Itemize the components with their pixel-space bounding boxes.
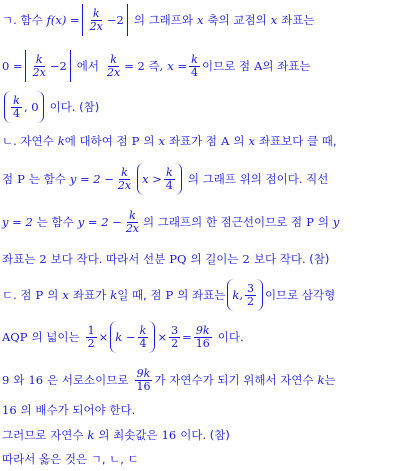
text: 가 자연수가 되기 위해서 자연수 bbox=[154, 373, 314, 387]
text: 이므로 점 bbox=[202, 59, 251, 73]
text: 이다. (참) bbox=[180, 428, 230, 442]
numerator: k bbox=[129, 208, 136, 222]
function-notation: f(x) = bbox=[46, 13, 80, 27]
text: 좌표는 bbox=[281, 13, 315, 27]
fraction bbox=[164, 167, 175, 192]
denominator: 4 bbox=[165, 178, 173, 192]
number: 9 bbox=[2, 373, 10, 387]
math-var: k bbox=[317, 373, 325, 387]
text: 에 대하여 점 bbox=[64, 134, 128, 148]
fraction bbox=[116, 167, 133, 192]
numerator: k bbox=[13, 93, 20, 107]
math: = 2 즉, bbox=[124, 59, 164, 73]
denominator: 2x bbox=[89, 19, 103, 33]
fraction bbox=[88, 8, 105, 33]
fraction bbox=[105, 54, 122, 79]
parenthesized-expression bbox=[110, 321, 155, 353]
math-var: k bbox=[87, 428, 95, 442]
denominator: 2 bbox=[87, 336, 95, 350]
text: 의 그래프의 한 점근선이므로 점 bbox=[143, 215, 303, 229]
solution-line-13 bbox=[2, 449, 398, 469]
math: −2 bbox=[49, 59, 67, 73]
text: 보다 작다. (참) bbox=[253, 252, 330, 266]
solution-line-6 bbox=[2, 203, 398, 241]
fraction bbox=[124, 210, 141, 235]
fraction bbox=[194, 325, 212, 350]
denominator: 4 bbox=[191, 65, 198, 79]
denominator: 16 bbox=[195, 336, 210, 350]
numerator: 3 bbox=[171, 323, 179, 337]
fraction bbox=[135, 368, 153, 393]
text: 의 최솟값은 bbox=[98, 428, 158, 442]
text: 축의 교점의 bbox=[207, 13, 267, 27]
triangle-label: AQP bbox=[2, 330, 28, 344]
fraction bbox=[245, 283, 256, 308]
text: ㄴ. 자연수 bbox=[2, 134, 54, 148]
math: −2 bbox=[106, 13, 124, 27]
point-label: P bbox=[306, 215, 314, 229]
numerator: k bbox=[92, 6, 100, 20]
text: 의 그래프와 bbox=[133, 13, 194, 27]
math-var: k bbox=[57, 134, 65, 148]
number: 16 bbox=[161, 428, 177, 442]
point-label: P bbox=[131, 134, 140, 148]
fraction bbox=[189, 54, 200, 79]
math: 0 = bbox=[2, 59, 23, 73]
number: 16 bbox=[28, 373, 44, 387]
math: y = 2 bbox=[2, 215, 33, 229]
math: x = bbox=[167, 59, 187, 73]
number: 2 bbox=[242, 252, 250, 266]
fraction bbox=[169, 325, 180, 350]
denominator: 2 bbox=[171, 336, 179, 350]
math-var: x bbox=[197, 13, 204, 27]
conclusion-text: 따라서 옳은 것은 ㄱ, ㄴ, ㄷ bbox=[2, 452, 139, 466]
text: 좌표보다 클 때, bbox=[258, 134, 337, 148]
text: 좌표가 점 bbox=[168, 134, 218, 148]
text: 이다. bbox=[217, 330, 244, 344]
solution-line-8 bbox=[2, 276, 398, 314]
math-var: x bbox=[158, 134, 165, 148]
solution-line-7 bbox=[2, 248, 398, 270]
solution-line-9 bbox=[2, 318, 398, 356]
point-label: A bbox=[254, 59, 263, 73]
math: k, bbox=[232, 288, 243, 302]
text: 의 bbox=[233, 134, 245, 148]
fraction bbox=[31, 54, 48, 79]
point-label: P bbox=[165, 288, 174, 302]
math: , 0 bbox=[24, 100, 39, 114]
numerator: 9k bbox=[195, 323, 210, 337]
denominator: 2x bbox=[117, 178, 132, 192]
math-var: x bbox=[270, 13, 278, 27]
numerator: k bbox=[139, 323, 147, 337]
numerator: k bbox=[166, 165, 173, 179]
denominator: 2 bbox=[246, 294, 254, 308]
number: 16 bbox=[2, 403, 17, 417]
solution-line-12 bbox=[2, 425, 398, 445]
coordinate-pair bbox=[4, 91, 44, 123]
absolute-value bbox=[25, 50, 71, 82]
text: 좌표는 bbox=[2, 252, 36, 266]
text: 에서 bbox=[76, 59, 99, 73]
text: 이다. (참) bbox=[49, 100, 100, 114]
equals-sign: = bbox=[182, 330, 192, 344]
text: 의 bbox=[317, 215, 329, 229]
text: 의 bbox=[47, 288, 59, 302]
text: 의 넓이는 bbox=[31, 330, 80, 344]
text: ㄱ. 함수 bbox=[2, 13, 43, 27]
text: ㄷ. 점 bbox=[2, 288, 32, 302]
point-label: P bbox=[35, 288, 44, 302]
solution-line-11 bbox=[2, 400, 398, 420]
solution-line-10 bbox=[2, 362, 398, 398]
math: y = 2 − bbox=[77, 215, 122, 229]
fraction bbox=[137, 325, 148, 350]
text: 는 함수 bbox=[36, 215, 74, 229]
denominator: 4 bbox=[13, 106, 20, 120]
text: 일 때, 점 bbox=[117, 288, 162, 302]
math-var: x bbox=[248, 134, 255, 148]
denominator: 2x bbox=[32, 65, 46, 79]
text: 점 bbox=[2, 172, 14, 186]
solution-line-4 bbox=[2, 130, 398, 152]
point-label: A bbox=[221, 134, 230, 148]
text: 의 bbox=[143, 134, 155, 148]
denominator: 2x bbox=[125, 221, 140, 235]
solution-line-3 bbox=[2, 88, 398, 126]
absolute-value bbox=[82, 4, 128, 36]
text: 의 길이는 bbox=[190, 252, 239, 266]
text: 은 서로소이므로 bbox=[47, 373, 129, 387]
solution-line-5 bbox=[2, 160, 398, 198]
solution-line-1 bbox=[2, 2, 398, 38]
text: 그러므로 자연수 bbox=[2, 428, 84, 442]
math-var: x bbox=[62, 288, 69, 302]
point-label: P bbox=[17, 172, 25, 186]
text: 좌표가 bbox=[72, 288, 107, 302]
text: 는 bbox=[324, 373, 336, 387]
numerator: k bbox=[110, 52, 117, 66]
times-sign: × bbox=[157, 330, 168, 344]
numerator: 9k bbox=[136, 366, 151, 380]
math: k − bbox=[115, 330, 136, 344]
numerator: k bbox=[35, 52, 43, 66]
text: 보다 작다. 따라서 선분 bbox=[50, 252, 166, 266]
text: 의 좌표는 bbox=[262, 59, 311, 73]
fraction bbox=[86, 325, 97, 350]
text: 의 좌표는 bbox=[177, 288, 226, 302]
coordinate-pair bbox=[227, 279, 263, 311]
math-var: k bbox=[110, 288, 118, 302]
math-var: y bbox=[332, 215, 340, 229]
times-sign: × bbox=[98, 330, 109, 344]
segment-label: PQ bbox=[169, 252, 187, 266]
math: x > bbox=[142, 172, 162, 186]
fraction bbox=[11, 95, 22, 120]
numerator: k bbox=[121, 165, 128, 179]
text: 의 그래프 위의 점이다. 직선 bbox=[187, 172, 329, 186]
text: 는 함수 bbox=[28, 172, 66, 186]
solution-line-2 bbox=[2, 47, 398, 85]
numerator: 3 bbox=[246, 281, 254, 295]
text: 이므로 삼각형 bbox=[264, 288, 336, 302]
domain-condition bbox=[137, 163, 182, 195]
text: 와 bbox=[13, 373, 25, 387]
denominator: 4 bbox=[139, 336, 147, 350]
numerator: 1 bbox=[87, 323, 95, 337]
denominator: 16 bbox=[136, 379, 151, 393]
text: 의 배수가 되어야 한다. bbox=[20, 403, 136, 417]
number: 2 bbox=[39, 252, 47, 266]
numerator: k bbox=[191, 52, 198, 66]
math: y = 2 − bbox=[69, 172, 114, 186]
denominator: 2x bbox=[106, 65, 121, 79]
